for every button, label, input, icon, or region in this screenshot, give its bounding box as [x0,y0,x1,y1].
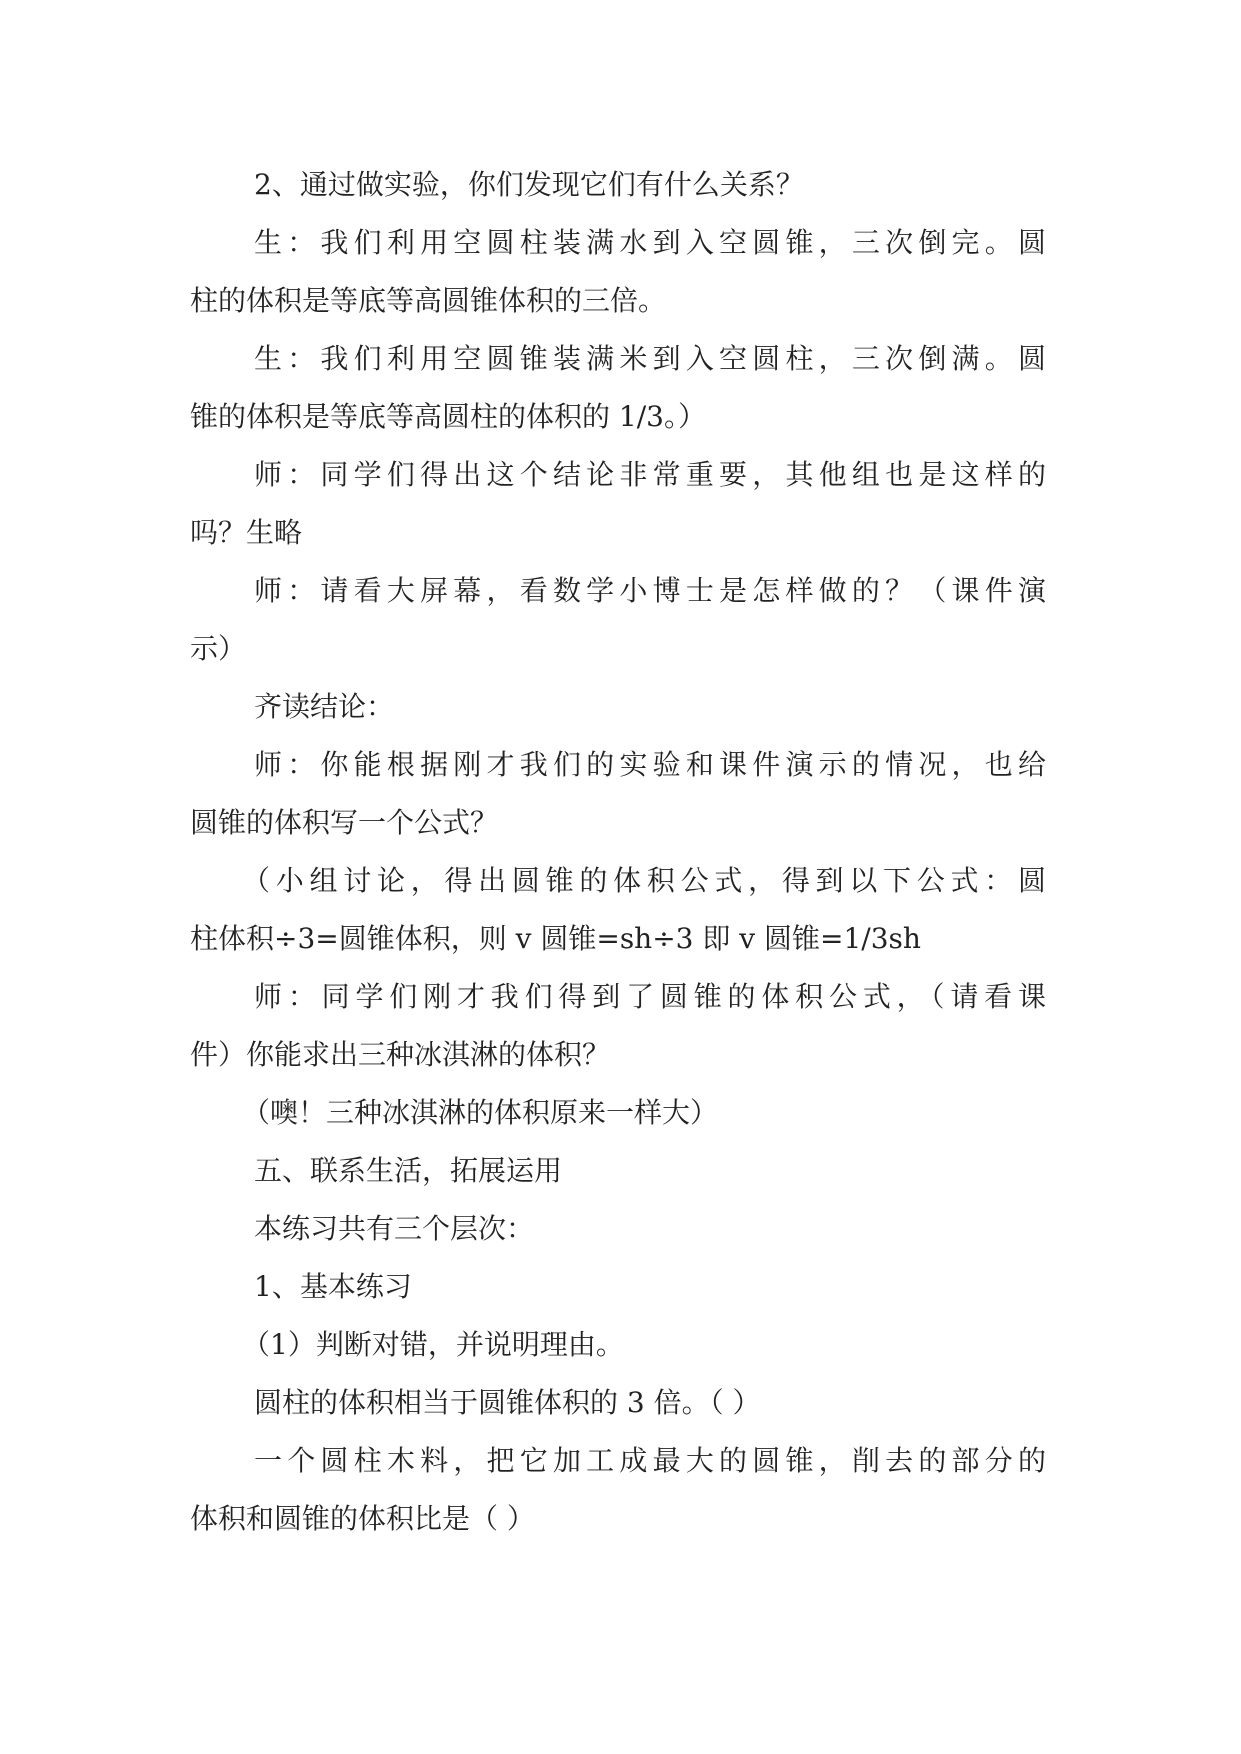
paragraph [190,1316,1046,1374]
paragraph-line: 柱体积÷3=圆锥体积，则 v 圆锥=sh÷3 即 v 圆锥=1/3sh [190,922,921,955]
paragraph-line: 示） [190,632,247,665]
paragraph-line: 体积和圆锥的体积比是（ ） [190,1502,535,1535]
paragraph-line: 圆柱的体积相当于圆锥体积的 3 倍。（ ） [254,1386,761,1419]
paragraph-line: 圆锥的体积写一个公式？ [190,806,499,839]
paragraph [190,678,1046,736]
paragraph [190,1084,1046,1142]
paragraph [190,1258,1046,1316]
paragraph-line: （噢！三种冰淇淋的体积原来一样大） [242,1096,719,1129]
paragraph-line: 件）你能求出三种冰淇淋的体积？ [190,1038,611,1071]
paragraph [190,852,1046,968]
paragraph-line: （1）判断对错，并说明理由。 [242,1328,624,1361]
paragraph-line: 齐读结论： [254,690,395,723]
paragraph-line: 2、通过做实验，你们发现它们有什么关系？ [254,168,804,201]
paragraph-line: 五、联系生活，拓展运用 [254,1154,563,1187]
paragraph-line: 师：请看大屏幕，看数学小博士是怎样做的？（课件演 [254,574,1046,607]
paragraph [190,968,1046,1084]
paragraph-line: 1、基本练习 [254,1270,412,1303]
paragraph-line: 生：我们利用空圆柱装满水到入空圆锥，三次倒完。圆 [254,226,1046,259]
paragraph-line: 师：你能根据刚才我们的实验和课件演示的情况，也给 [254,748,1046,781]
paragraph [190,562,1046,678]
paragraph-line: 一个圆柱木料，把它加工成最大的圆锥，削去的部分的 [254,1444,1046,1477]
paragraph-line: 锥的体积是等底等高圆柱的体积的 1/3。） [190,400,706,433]
document-body [190,156,1046,1548]
paragraph [190,1200,1046,1258]
paragraph-line: 师：同学们刚才我们得到了圆锥的体积公式，（请看课 [254,980,1046,1013]
paragraph [190,1374,1046,1432]
paragraph-line: （小组讨论，得出圆锥的体积公式，得到以下公式：圆 [242,864,1046,897]
paragraph [190,214,1046,330]
paragraph [190,330,1046,446]
paragraph-line: 师：同学们得出这个结论非常重要，其他组也是这样的 [254,458,1046,491]
paragraph-line: 生：我们利用空圆锥装满米到入空圆柱，三次倒满。圆 [254,342,1046,375]
paragraph [190,446,1046,562]
paragraph-line: 本练习共有三个层次： [254,1212,535,1245]
paragraph-line: 吗？生略 [190,516,303,549]
paragraph-line: 柱的体积是等底等高圆锥体积的三倍。 [190,284,667,317]
paragraph [190,1142,1046,1200]
paragraph [190,1432,1046,1548]
paragraph [190,156,1046,214]
paragraph [190,736,1046,852]
